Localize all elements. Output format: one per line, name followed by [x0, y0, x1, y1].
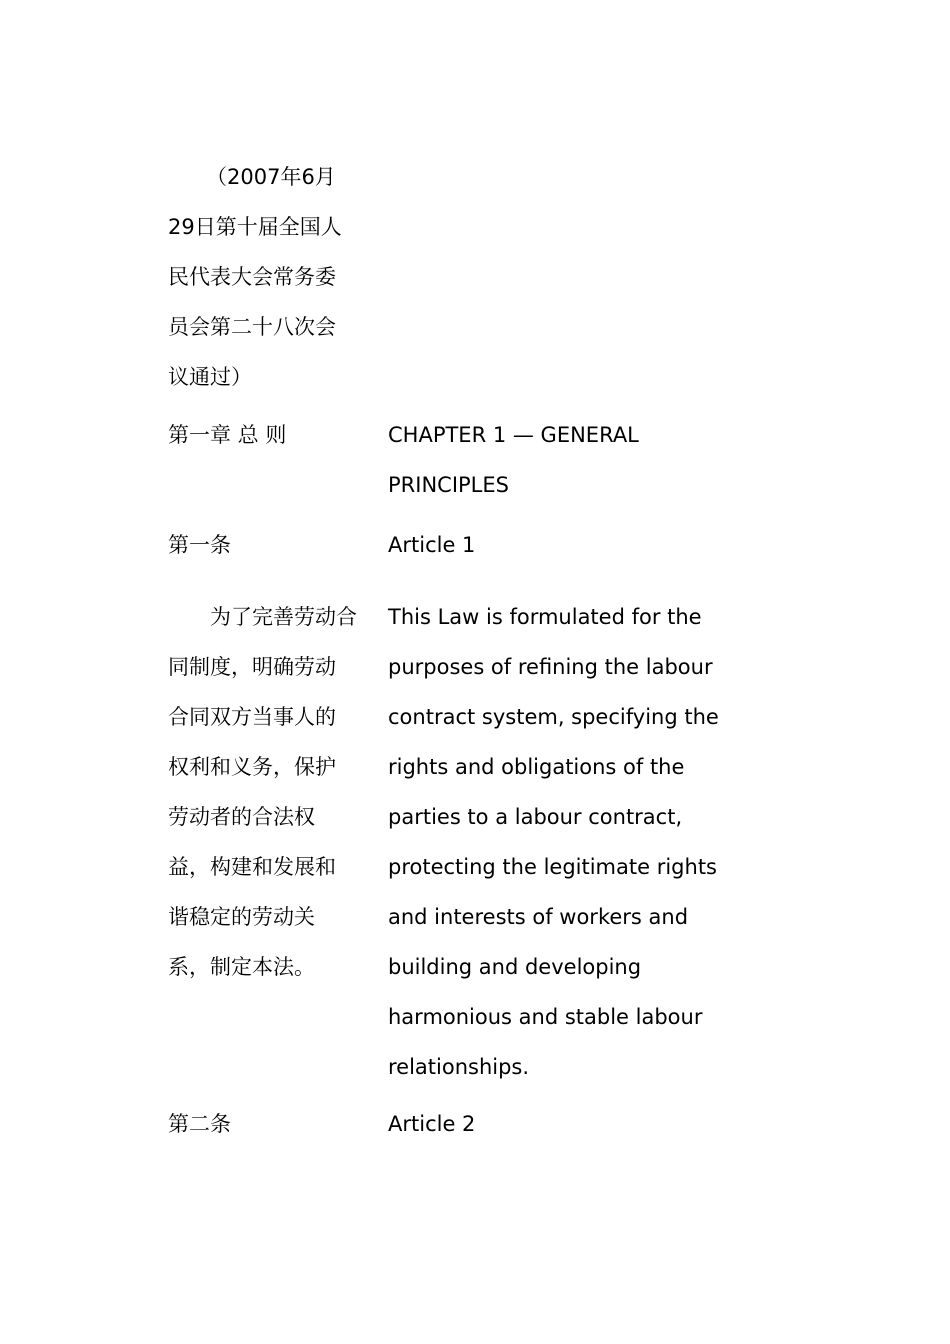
article1-body-zh [168, 592, 368, 992]
preamble-line: 29日第十届全国人 [168, 215, 342, 239]
article1-zh-line: 为了完善劳动合 [210, 605, 357, 629]
article-heading-zh: 第二条 [168, 1112, 231, 1136]
article1-zh-line: 谐稳定的劳动关 [168, 905, 315, 929]
article1-heading-zh [168, 520, 368, 570]
preamble-line: 议通过） [168, 365, 252, 389]
article2-heading-zh [168, 1099, 368, 1149]
article1-zh-line: 同制度，明确劳动 [168, 655, 336, 679]
preamble-zh [168, 152, 368, 402]
article1-en-line: building and developing [388, 955, 642, 979]
chapter-heading-en [388, 410, 748, 510]
article1-en-line: relationships. [388, 1055, 530, 1079]
article-heading-en: Article 1 [388, 533, 476, 557]
chapter-heading-zh [168, 410, 368, 460]
preamble-line: 民代表大会常务委 [168, 265, 336, 289]
article-heading-en: Article 2 [388, 1112, 476, 1136]
article-heading-zh: 第一条 [168, 533, 231, 557]
article1-zh-line: 权利和义务，保护 [168, 755, 336, 779]
chapter-title-zh: 第一章 总 则 [168, 423, 287, 447]
article2-heading-en [388, 1099, 748, 1149]
article1-en-line: harmonious and stable labour [388, 1005, 703, 1029]
article1-zh-line: 合同双方当事人的 [168, 705, 336, 729]
preamble-line: 员会第二十八次会 [168, 315, 336, 339]
article1-en-line: rights and obligations of the [388, 755, 685, 779]
preamble-line: （2007年6月 [206, 165, 336, 189]
article1-en-line: parties to a labour contract, [388, 805, 683, 829]
article1-heading-en [388, 520, 748, 570]
article1-en-line: and interests of workers and [388, 905, 689, 929]
article1-en-line: This Law is formulated for the [388, 605, 702, 629]
article1-en-line: contract system, specifying the [388, 705, 719, 729]
article1-zh-line: 益，构建和发展和 [168, 855, 336, 879]
chapter-title-en-line: CHAPTER 1 — GENERAL [388, 423, 639, 447]
chapter-title-en-line: PRINCIPLES [388, 473, 509, 497]
article1-zh-line: 系，制定本法。 [168, 955, 315, 979]
article1-en-line: purposes of refining the labour [388, 655, 713, 679]
article1-en-line: protecting the legitimate rights [388, 855, 717, 879]
article1-body-en [388, 592, 748, 1092]
article1-zh-line: 劳动者的合法权 [168, 805, 315, 829]
